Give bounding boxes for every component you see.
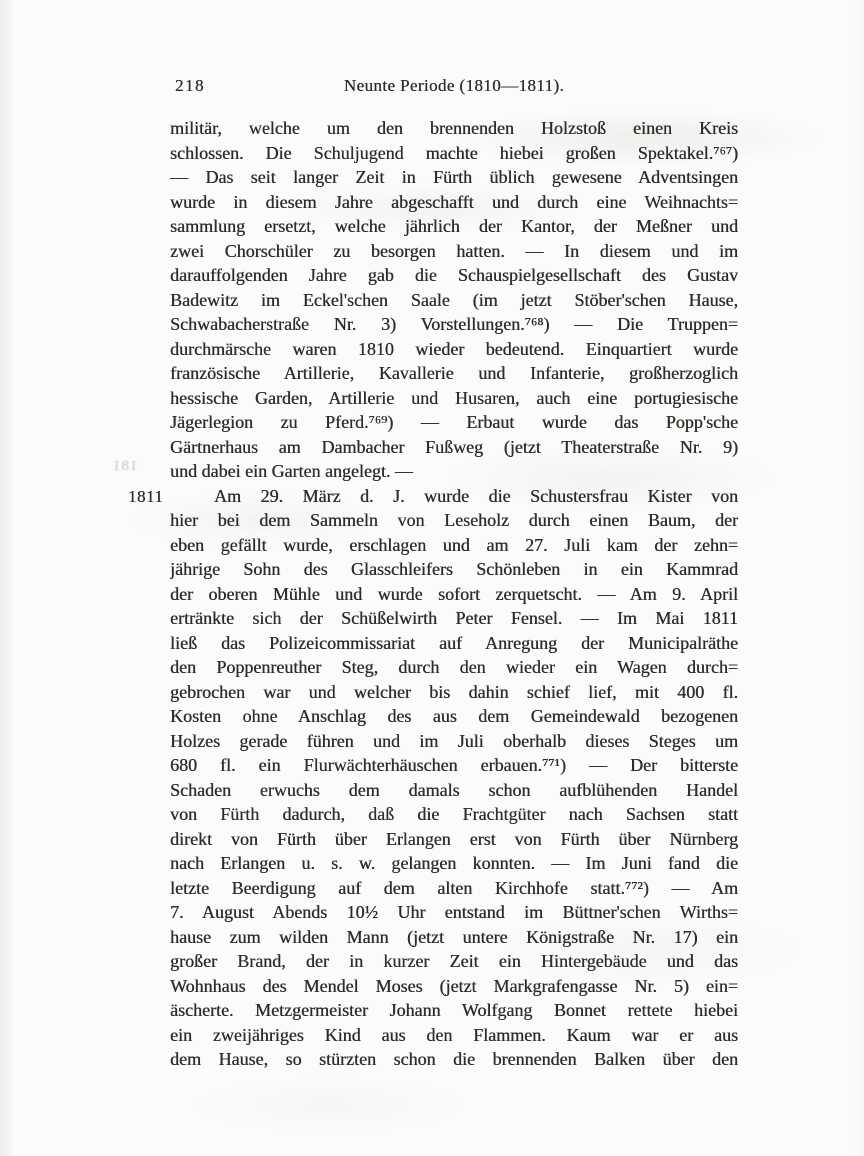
text-line: 680 fl. ein Flurwächterhäuschen erbauen.⁷⁷¹) — Der bitterste bbox=[170, 755, 738, 775]
text-line: Wohnhaus des Mendel Moses (jetzt Markgrafengasse Nr. 5) ein= bbox=[170, 975, 738, 996]
text-line: wurde in diesem Jahre abgeschafft und durch eine Weihnachts= bbox=[170, 191, 738, 212]
text-line: Schaden erwuchs dem damals schon aufblühenden Handel bbox=[170, 779, 738, 800]
text-line: ließ das Polizeicommissariat auf Anregung der Municipalräthe bbox=[170, 632, 738, 653]
text-line: hessische Garden, Artillerie und Husaren, auch eine portugiesische bbox=[170, 387, 738, 408]
paragraph bbox=[170, 116, 738, 484]
text-line: den Poppenreuther Steg, durch den wieder ein Wagen durch= bbox=[170, 657, 738, 677]
text-line: schlossen. Die Schuljugend machte hiebei großen Spektakel.⁷⁶⁷) bbox=[170, 142, 738, 163]
text-line: Holzes gerade führen und im Juli oberhalb dieses Steges um bbox=[170, 730, 738, 751]
text-line: nach Erlangen u. s. w. gelangen konnten. — Im Juni fand die bbox=[170, 853, 738, 873]
text-line: großer Brand, der in kurzer Zeit ein Hintergebäude und das bbox=[170, 951, 738, 971]
text-line: Badewitz im Eckel'schen Saale (im jetzt Stöber'schen Hause, bbox=[170, 289, 738, 310]
text-line: ein zweijähriges Kind aus den Flammen. Kaum war er aus bbox=[170, 1024, 738, 1045]
show-through-text: 181 bbox=[112, 458, 138, 474]
text-line: zwei Chorschüler zu besorgen hatten. — In diesem und im bbox=[170, 240, 738, 261]
text-line: Gärtnerhaus am Dambacher Fußweg (jetzt Theaterstraße Nr. 9) bbox=[170, 436, 738, 457]
text-line: gebrochen war und welcher bis dahin schief lief, mit 400 fl. bbox=[170, 681, 738, 702]
text-line: hier bei dem Sammeln von Leseholz durch einen Baum, der bbox=[170, 510, 738, 530]
text-line: der oberen Mühle und wurde sofort zerquetscht. — Am 9. April bbox=[170, 583, 738, 604]
text-line: darauffolgenden Jahre gab die Schauspielgesellschaft des Gustav bbox=[170, 265, 738, 285]
text-line: und dabei ein Garten angelegt. — bbox=[170, 461, 413, 481]
text-line: äscherte. Metzgermeister Johann Wolfgang Bonnet rettete hiebei bbox=[170, 1000, 738, 1020]
text-line: jährige Sohn des Glasschleifers Schönleben in ein Kammrad bbox=[170, 559, 738, 579]
page-header bbox=[170, 74, 738, 98]
text-line: ertränkte sich der Schüßelwirth Peter Fensel. — Im Mai 1811 bbox=[170, 608, 738, 628]
text-line: Schwabacherstraße Nr. 3) Vorstellungen.⁷⁶⁸) — Die Truppen= bbox=[170, 314, 738, 334]
margin-year-label: 1811 bbox=[128, 486, 164, 506]
text-line: durchmärsche waren 1810 wieder bedeutend. Einquartiert wurde bbox=[170, 338, 738, 359]
text-line: sammlung ersetzt, welche jährlich der Kantor, der Meßner und bbox=[170, 216, 738, 236]
text-line: dem Hause, so stürzten schon die brennenden Balken über den bbox=[170, 1049, 738, 1069]
text-line: eben gefällt wurde, erschlagen und am 27. Juli kam der zehn= bbox=[170, 534, 738, 555]
text-line: letzte Beerdigung auf dem alten Kirchhofe statt.⁷⁷²) — Am bbox=[170, 877, 738, 898]
text-line: Jägerlegion zu Pferd.⁷⁶⁹) — Erbaut wurde das Popp'sche bbox=[170, 412, 738, 432]
text-line: Am 29. März d. J. wurde die Schustersfrau Kister von bbox=[214, 485, 738, 506]
paragraph bbox=[128, 484, 738, 1072]
text-line: 7. August Abends 10½ Uhr entstand im Büttner'schen Wirths= bbox=[170, 902, 738, 922]
text-block bbox=[128, 116, 738, 1072]
text-line: — Das seit langer Zeit in Fürth üblich gewesene Adventsingen bbox=[170, 167, 738, 187]
text-line: hause zum wilden Mann (jetzt untere Königstraße Nr. 17) ein bbox=[170, 926, 738, 947]
page-number: 218 bbox=[175, 76, 205, 95]
text-line: französische Artillerie, Kavallerie und Infanterie, großherzoglich bbox=[170, 363, 738, 383]
text-line: militär, welche um den brennenden Holzstoß einen Kreis bbox=[170, 118, 738, 138]
running-head-title: Neunte Periode (1810—1811). bbox=[343, 76, 565, 95]
text-line: Kosten ohne Anschlag des aus dem Gemeindewald bezogenen bbox=[170, 706, 738, 726]
text-line: von Fürth dadurch, daß die Frachtgüter nach Sachsen statt bbox=[170, 804, 738, 824]
text-line: direkt von Fürth über Erlangen erst von Fürth über Nürnberg bbox=[170, 828, 738, 849]
